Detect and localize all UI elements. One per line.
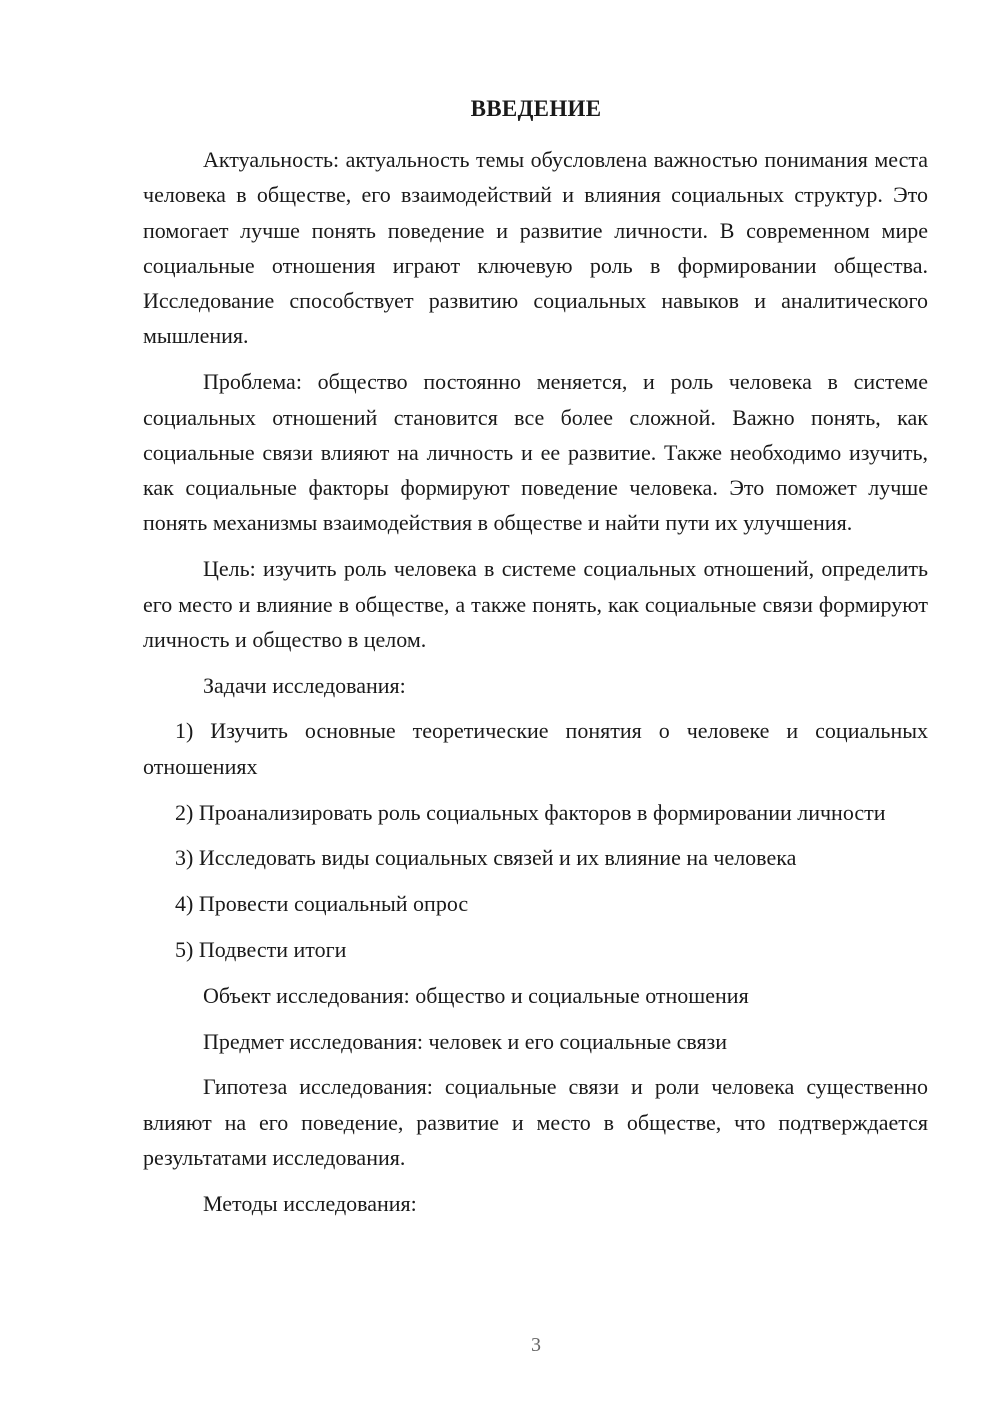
page-title: ВВЕДЕНИЕ: [470, 96, 602, 121]
page-body: [143, 142, 928, 1232]
paragraph-subject: Предмет исследования: человек и его социальные связи: [203, 1028, 728, 1054]
task-list-item-2: 2) Проанализировать роль социальных факторов в формировании личности: [175, 799, 886, 825]
paragraph-hypothesis: Гипотеза исследования: социальные связи и роли человека существенно влияют на его поведение, развитие и место в обществе, что подтверждается результатами исследования.: [143, 1074, 928, 1170]
paragraph-relevance: Актуальность: актуальность темы обусловлена важностью понимания места человека в обществе, его взаимодействий и влияния социальных структур. Это помогает лучше понять поведение и развитие личности. В современном мире социальные отношения играют ключевую роль в формировании общества. Исследование способствует развитию социальных навыков и аналитического мышления.: [143, 147, 928, 349]
paragraph-methods: Методы исследования:: [203, 1190, 417, 1216]
task-list-item-4: 4) Провести социальный опрос: [175, 891, 469, 917]
task-list-item-3: 3) Исследовать виды социальных связей и их влияние на человека: [175, 845, 797, 871]
paragraph-goal: Цель: изучить роль человека в системе социальных отношений, определить его место и влияние в обществе, а также понять, как социальные связи формируют личность и общество в целом.: [143, 556, 928, 652]
paragraph-object: Объект исследования: общество и социальные отношения: [203, 982, 749, 1008]
paragraph-problem: Проблема: общество постоянно меняется, и роль человека в системе социальных отношений становится все более сложной. Важно понять, как социальные связи влияют на личность и ее развитие. Также необходимо изучить, как социальные факторы формируют поведение человека. Это поможет лучше понять механизмы взаимодействия в обществе и найти пути их улучшения.: [143, 369, 928, 536]
task-list-item-1: 1) Изучить основные теоретические понятия о человеке и социальных отношениях: [143, 718, 928, 779]
task-list-item-5: 5) Подвести итоги: [175, 936, 347, 962]
paragraph-tasks-heading: Задачи исследования:: [203, 672, 406, 698]
page-number: 3: [531, 1334, 541, 1356]
